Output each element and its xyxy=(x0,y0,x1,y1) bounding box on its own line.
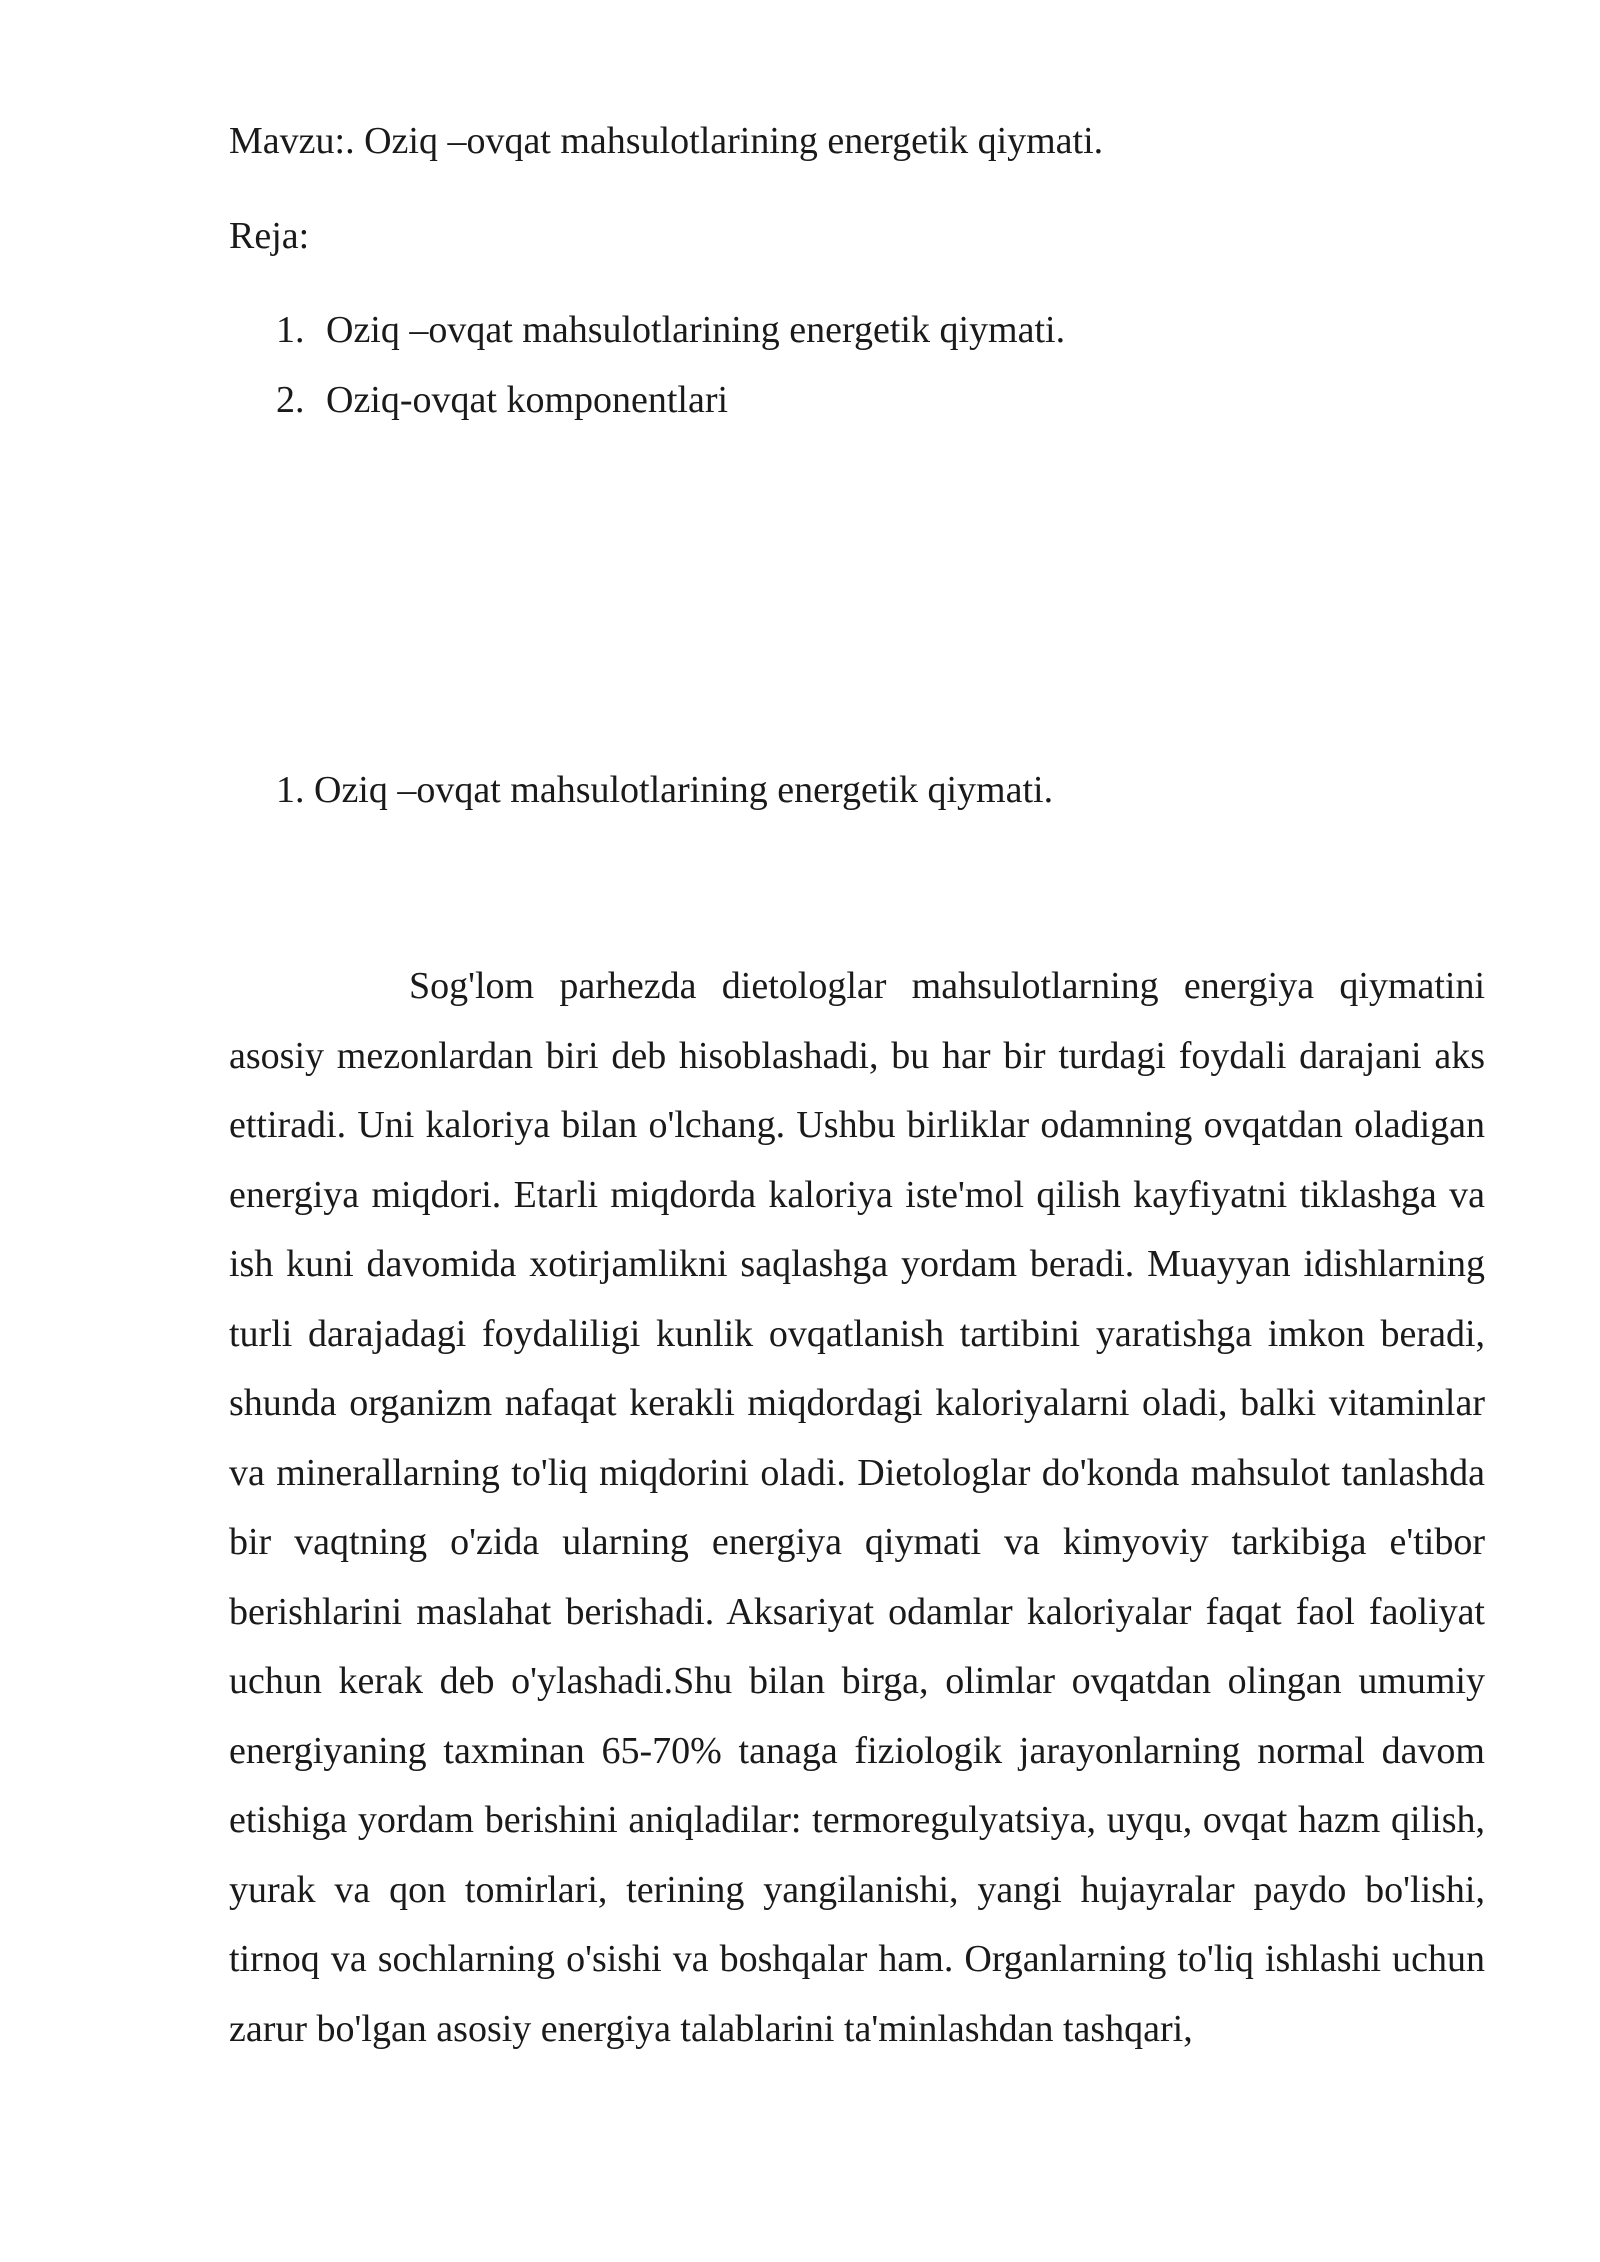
section-heading: 1. Oziq –ovqat mahsulotlarining energetik qiymati. xyxy=(276,769,1054,811)
document-topic: Mavzu:. Oziq –ovqat mahsulotlarining energetik qiymati. xyxy=(229,120,1104,162)
plan-list xyxy=(276,302,1065,442)
plan-label: Reja: xyxy=(229,215,310,257)
plan-item-text: Oziq-ovqat komponentlari xyxy=(326,379,729,421)
plan-item-number: 2. xyxy=(276,379,305,421)
plan-item-number: 1. xyxy=(276,309,305,351)
plan-item xyxy=(276,302,1065,372)
plan-item-text: Oziq –ovqat mahsulotlarining energetik qiymati. xyxy=(326,309,1066,351)
plan-item xyxy=(276,372,1065,442)
body-paragraph: Sog'lom parhezda dietologlar mahsulotlarning energiya qiymatini asosiy mezonlardan biri deb hisoblashadi, bu har bir turdagi foydali darajani aks ettiradi. Uni kaloriya bilan o'lchang. Ushbu birliklar odamning ovqatdan oladigan energiya miqdori. Etarli miqdorda kaloriya iste'mol qilish kayfiyatni tiklashga va ish kuni davomida xotirjamlikni saqlashga yordam beradi. Muayyan idishlarning turli darajadagi foydaliligi kunlik ovqatlanish tartibini yaratishga imkon beradi, shunda organizm nafaqat kerakli miqdordagi kaloriyalarni oladi, balki vitaminlar va minerallarning to'liq miqdorini oladi. Dietologlar do'konda mahsulot tanlashda bir vaqtning o'zida ularning energiya qiymati va kimyoviy tarkibiga e'tibor berishlarini maslahat berishadi. Aksariyat odamlar kaloriyalar faqat faol faoliyat uchun kerak deb o'ylashadi.Shu bilan birga, olimlar ovqatdan olingan umumiy energiyaning taxminan 65-70% tanaga fiziologik jarayonlarning normal davom etishiga yordam berishini aniqladilar: termoregulyatsiya, uyqu, ovqat hazm qilish, yurak va qon tomirlari, terining yangilanishi, yangi hujayralar paydo bo'lishi, tirnoq va sochlarning o'sishi va boshqalar ham. Organlarning to'liq ishlashi uchun zarur bo'lgan asosiy energiya talablarini ta'minlashdan tashqari, xyxy=(229,965,1485,2050)
